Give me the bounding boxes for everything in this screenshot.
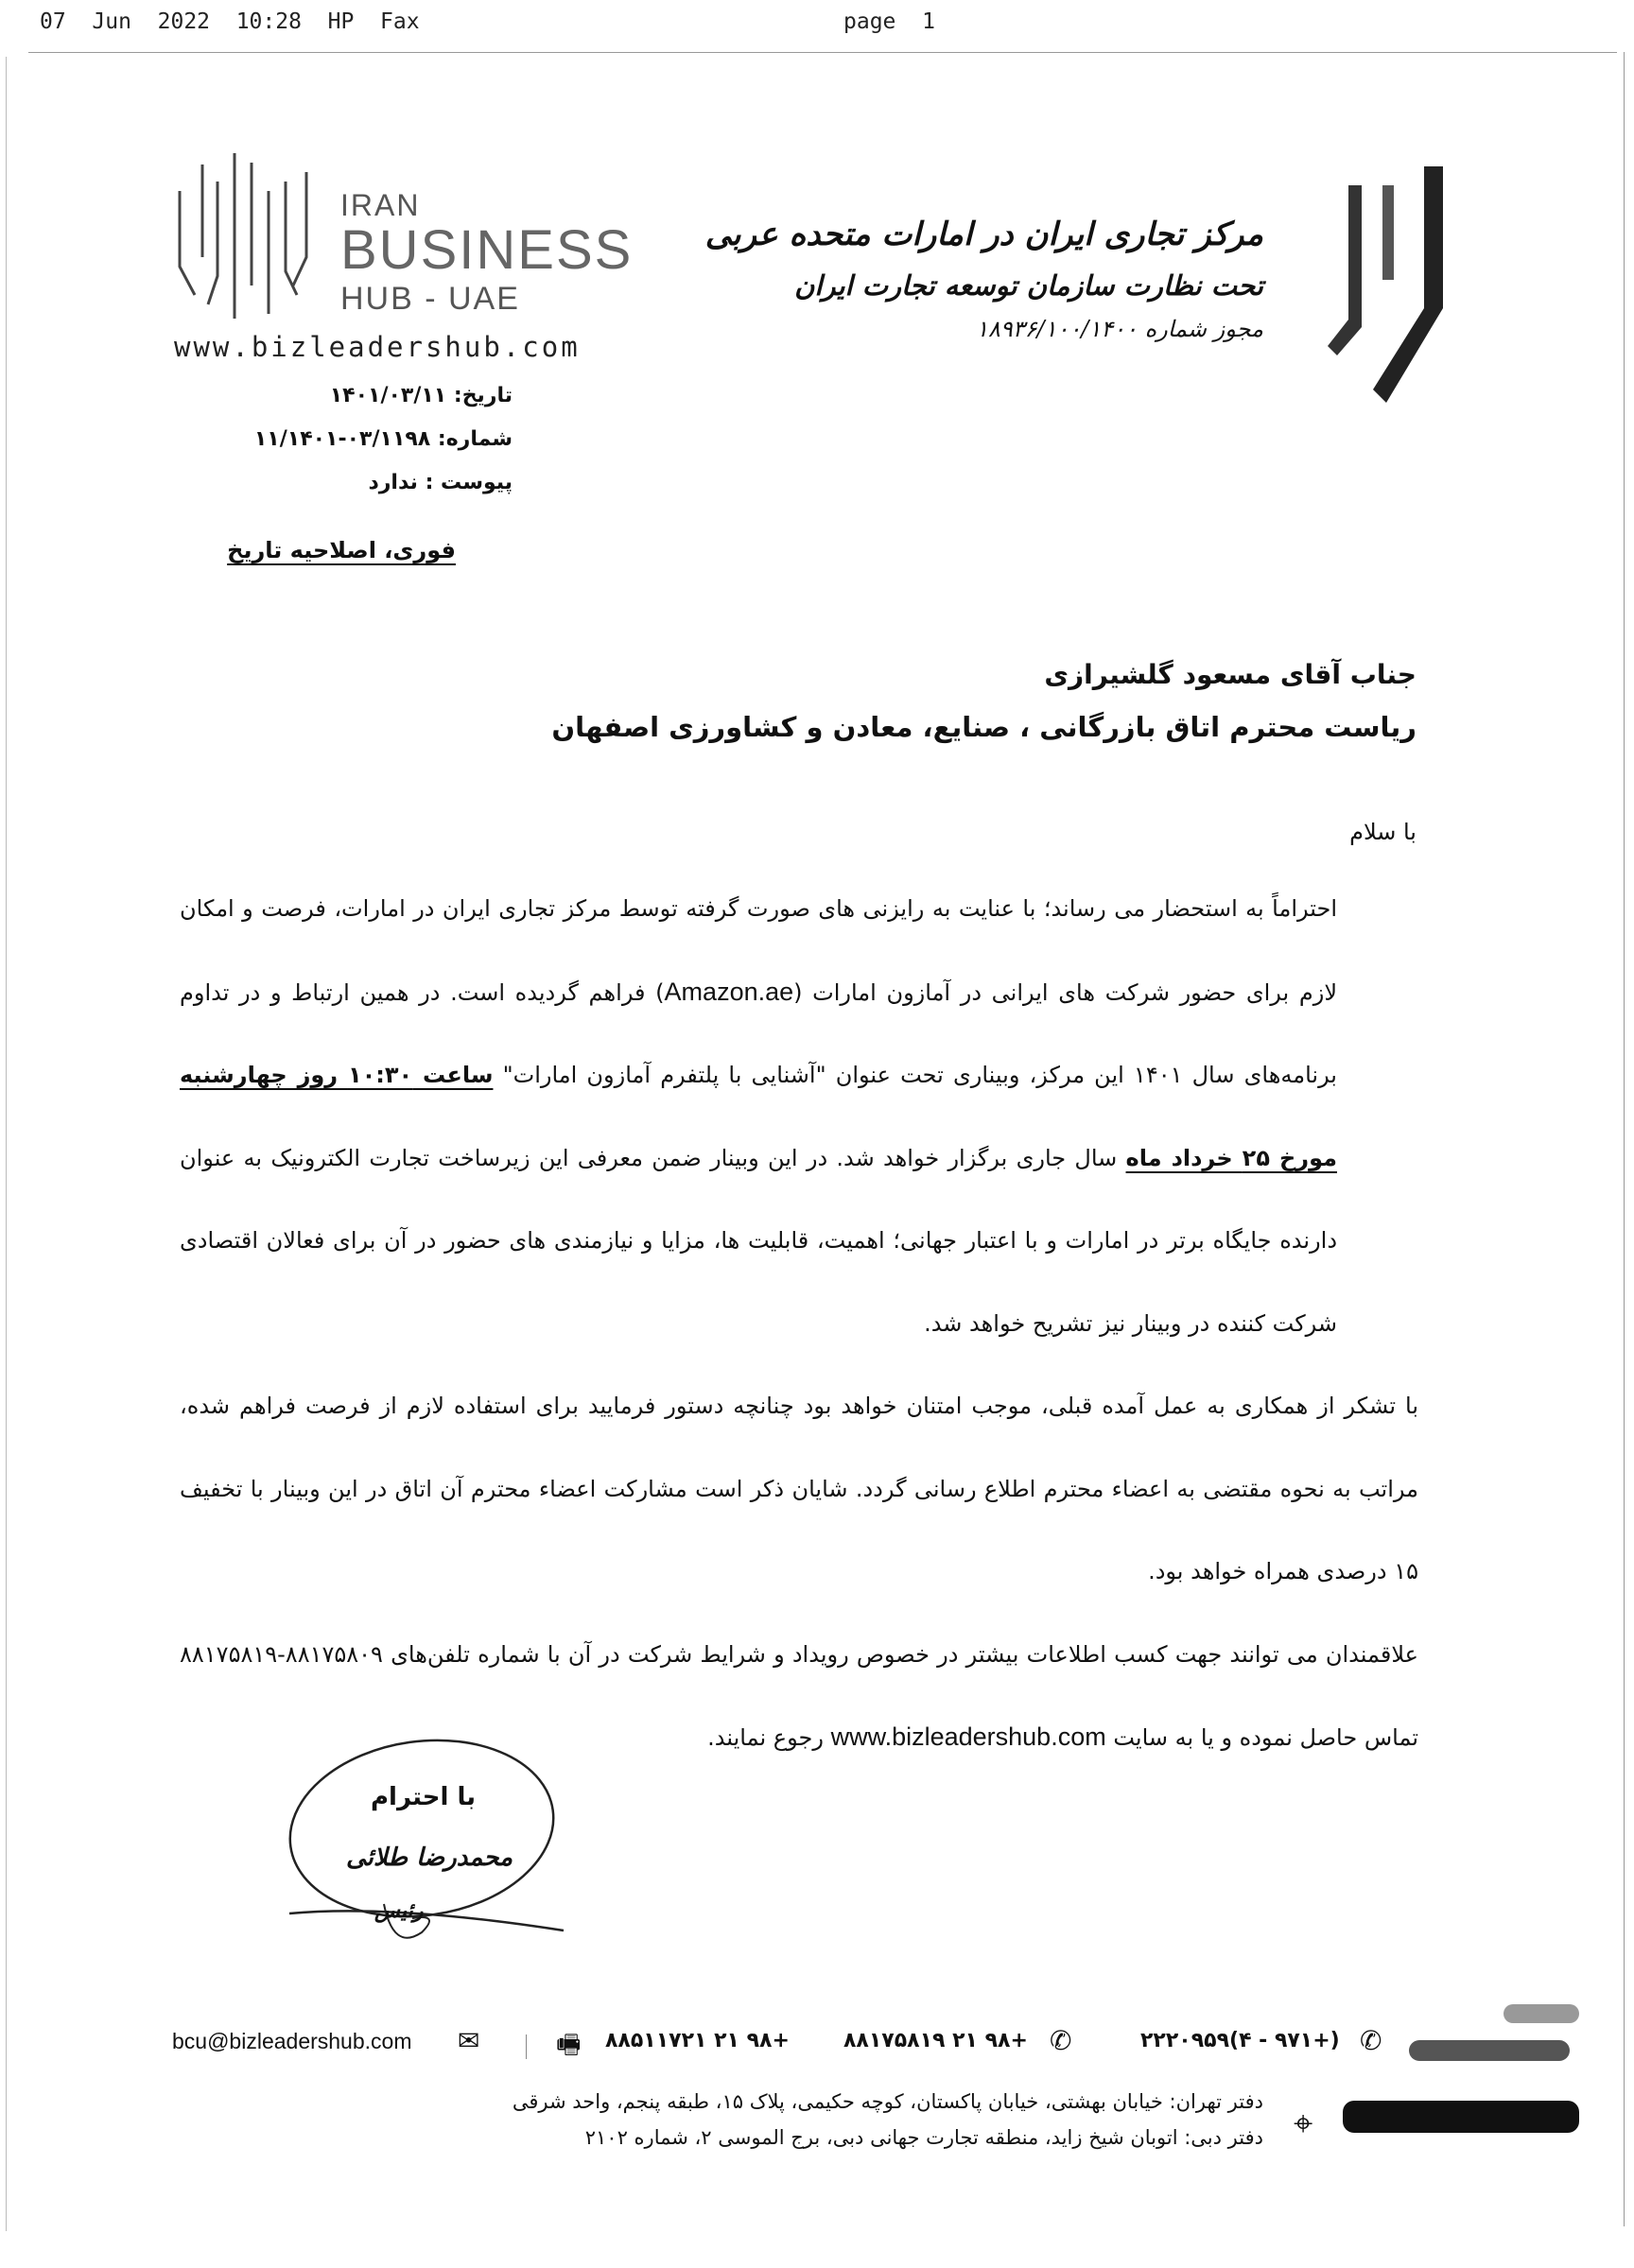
letter-attachment: پیوست : ندارد [368,471,513,494]
signer-name: محمدرضا طلائی [346,1844,513,1872]
footer-email[interactable]: bcu@bizleadershub.com [172,2029,412,2053]
redacted-address-block [1343,2101,1579,2133]
org-supervision: تحت نظارت سازمان توسعه تجارت ایران [794,269,1263,302]
fax-stamp: 07 Jun 2022 10:28 HP Fax [40,9,420,34]
location-pin-icon: ⌖ [1294,2104,1313,2143]
signature-closing: با احترام [371,1783,476,1811]
body-p1-part-c: سال جاری برگزار خواهد شد. در این وبینار ضمن معرفی این زیرساخت تجارت الکترونیک به عنوان دارنده جایگاه برتر در امارات و با اعتبار جهانی؛ اهمیت، قابلیت ها، مزایا و نیازمندی های حضور در آن برای فعالان اقتصادی شرکت کننده در وبینار نیز تشریح خواهد شد. [180,1144,1337,1337]
footer-divider [526,2034,527,2059]
fax-page-number: page 1 [843,9,935,34]
website-url-header: www.bizleadershub.com [174,331,581,363]
page-edge-top [28,52,1617,53]
amazon-domain: Amazon.ae [664,977,794,1006]
page-edge-right [1624,52,1625,2226]
recipient-block [551,649,1417,753]
webinar-datetime: ساعت ۱۰:۳۰ روز چهارشنبه مورخ ۲۵ خرداد ماه [180,1062,1337,1171]
body-p3-part-a: علاقمندان می توانند جهت کسب اطلاعات بیشتر در خصوص رویداد و شرایط شرکت در آن با شماره تلفن‌های ۸۸۱۷۵۸۰۹-۸۸۱۷۵۸۱۹ تماس حاصل نموده و یا به سایت [180,1640,1418,1751]
letter-meta [254,374,513,505]
letter-number: شماره: ۰۳/۱۱۹۸-۱۱/۱۴۰۱ [253,427,513,451]
logo-line-business: BUSINESS [340,219,634,281]
footer-fax: +۹۸ ۲۱ ۸۸۵۱۱۷۲۱ [605,2029,790,2052]
letter-subject: فوری، اصلاحیه تاریخ [227,537,456,563]
body-paragraph-1 [180,868,1418,1365]
fax-machine-icon: 🖷 [556,2029,582,2060]
footer-addresses [513,2084,1263,2155]
dubai-address: دفتر دبی: اتوبان شیخ زاید، منطقه تجارت جهانی دبی، برج الموسی ۲، شماره ۲۱۰۲ [584,2126,1263,2149]
logo-line-hub: HUB - UAE [340,281,520,317]
org-license: مجوز شماره ۱۸۹۳۶/۱۰۰/۱۴۰۰ [976,316,1263,342]
body-p3-part-b: رجوع نمایند. [707,1724,831,1751]
envelope-icon: ✉ [458,2025,480,2056]
letter-body [180,868,1418,1780]
letter-date: تاریخ: ۱۴۰۱/۰۳/۱۱ [329,384,513,407]
body-paragraph-2: با تشکر از همکاری به عمل آمده قبلی، موجب امتنان خواهد بود چنانچه دستور فرمایید برای استفاده لازم از فرصت فراهم شده، مراتب به نحوه مقتضی به اعضاء محترم اطلاع رسانی گردد. شایان ذکر است مشارکت اعضاء محترم آن اتاق در این وبینار با تخفیف ۱۵ درصدی همراه خواهد بود. [180,1393,1418,1584]
footer-phone: +۹۸ ۲۱ ۸۸۱۷۵۸۱۹ [843,2029,1028,2052]
redacted-mark-1 [1409,2040,1570,2061]
logo-line-iran: IRAN [340,188,421,222]
greeting: با سلام [1349,819,1417,845]
org-name: مرکز تجاری ایران در امارات متحده عربی [704,216,1263,253]
center-logo-icon [1320,166,1471,403]
footer-contacts [0,2019,1634,2067]
recipient-name: جناب آقای مسعود گلشیرازی [1044,659,1417,690]
footer-dubai-phone: (+۹۷۱ - ۴)۲۲۲۰۹۵۹ [1140,2029,1340,2052]
signer-role: رئیس [374,1898,424,1923]
page-edge-left [6,57,7,2231]
bars-logo-icon [174,153,325,323]
redacted-mark-2 [1504,2004,1579,2023]
body-p1-part-b: ) فراهم گردیده است. در همین ارتباط و در تداوم برنامه‌های سال ۱۴۰۱ این مرکز، وبیناری تحت عنوان "آشنایی با پلتفرم آمازون امارات" [180,978,1337,1088]
org-header [705,208,1263,348]
phone-icon-2: ✆ [1360,2025,1382,2056]
signature-block [280,1724,582,1961]
phone-icon: ✆ [1050,2025,1072,2056]
website-link[interactable]: www.bizleadershub.com [830,1723,1106,1751]
recipient-title: ریاست محترم اتاق بازرگانی ، صنایع، معادن و کشاورزی اصفهان [551,711,1417,743]
tehran-address: دفتر تهران: خیابان بهشتی، خیابان پاکستان، کوچه حکیمی، پلاک ۱۵، طبقه پنجم، واحد شرقی [512,2090,1263,2113]
signature-scribble-icon [280,1724,582,1961]
body-p1-part-a: احتراماً به استحضار می رساند؛ با عنایت به رایزنی های صورت گرفته توسط مرکز تجاری ایران در امارات، فرصت و امکان لازم برای حضور شرکت های ایرانی در آمازون امارات ( [180,895,1338,1006]
